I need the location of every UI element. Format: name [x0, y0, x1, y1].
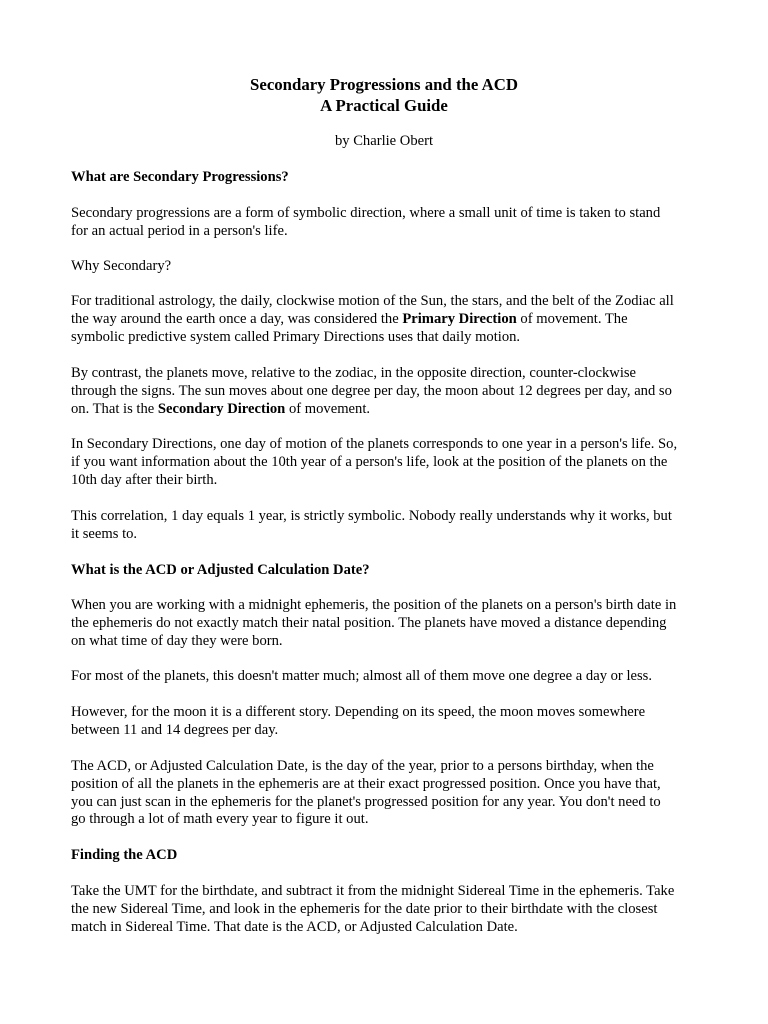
text-line: the new Sidereal Time, and look in the ephemeris for the date prior to their birthdate with the closest — [71, 900, 658, 917]
text-line: through the signs. The sun moves about one degree per day, the moon about 12 degrees per day, and so — [71, 382, 672, 399]
text-line: match in Sidereal Time. That date is the ACD, or Adjusted Calculation Date. — [71, 918, 518, 935]
paragraph-acd-definition — [71, 758, 699, 829]
document-title-line-1: Secondary Progressions and the ACD — [250, 75, 518, 94]
paragraph-finding-acd — [71, 883, 699, 936]
text-line: position of all the planets in the ephemeris are at their exact progressed position. Once you have that, — [71, 775, 661, 792]
paragraph-definition — [71, 205, 699, 241]
text-line: Secondary progressions are a form of symbolic direction, where a small unit of time is taken to stand — [71, 205, 661, 221]
text-line: the ephemeris do not exactly match their natal position. The planets have moved a distance depending — [71, 614, 667, 631]
text-line: go through a lot of math every year to figure it out. — [71, 811, 369, 828]
text-line: symbolic predictive system called Primary Directions uses that daily motion. — [71, 328, 521, 345]
text-run: of movement. — [285, 400, 371, 417]
text-line: However, for the moon it is a different story. Depending on its speed, the moon moves somewhere — [71, 704, 646, 720]
text-run: on. That is the — [71, 400, 158, 417]
text-line: The ACD, or Adjusted Calculation Date, is the day of the year, prior to a persons birthday, when the — [71, 758, 654, 774]
paragraph-why-secondary: Why Secondary? — [71, 258, 172, 274]
text-line: on what time of day they were born. — [71, 632, 283, 649]
text-run: of movement. The — [516, 310, 628, 327]
paragraph-correlation — [71, 508, 699, 544]
section-heading-finding-acd: Finding the ACD — [71, 847, 178, 863]
text-line: if you want information about the 10th year of a person's life, look at the position of the planets on the — [71, 453, 668, 470]
text-line: between 11 and 14 degrees per day. — [71, 721, 279, 738]
text-line: you can just scan in the ephemeris for the planet's progressed position for any year. You don't need to — [71, 793, 661, 810]
text-line: for an actual period in a person's life. — [71, 222, 288, 239]
text-line: By contrast, the planets move, relative to the zodiac, in the opposite direction, counter-clockwise — [71, 365, 637, 381]
paragraph-moon-speed — [71, 704, 699, 740]
paragraph-primary-direction — [71, 293, 699, 346]
text-line: This correlation, 1 day equals 1 year, is strictly symbolic. Nobody really understands why it works, but — [71, 508, 672, 524]
text-line: For traditional astrology, the daily, clockwise motion of the Sun, the stars, and the belt of the Zodiac all — [71, 293, 674, 309]
paragraph-day-equals-year — [71, 436, 699, 489]
paragraph-most-planets: For most of the planets, this doesn't matter much; almost all of them move one degree a day or less. — [71, 668, 652, 684]
document-title-line-2: A Practical Guide — [320, 96, 448, 115]
section-heading-acd: What is the ACD or Adjusted Calculation Date? — [71, 562, 370, 578]
paragraph-secondary-direction — [71, 365, 699, 418]
author-byline: by Charlie Obert — [334, 133, 434, 149]
bold-term-primary-direction: Primary Direction — [402, 310, 517, 327]
text-line: When you are working with a midnight ephemeris, the position of the planets on a person's birth date in — [71, 597, 677, 613]
text-line: it seems to. — [71, 525, 138, 542]
text-line — [71, 311, 699, 329]
paragraph-midnight-ephemeris — [71, 597, 699, 650]
bold-term-secondary-direction: Secondary Direction — [157, 400, 286, 417]
text-line: 10th day after their birth. — [71, 471, 218, 488]
text-line: In Secondary Directions, one day of motion of the planets corresponds to one year in a person's life. So, — [71, 436, 678, 452]
text-line: Take the UMT for the birthdate, and subtract it from the midnight Sidereal Time in the ephemeris. Take — [71, 883, 675, 899]
text-line — [71, 401, 699, 419]
text-run: the way around the earth once a day, was considered the — [71, 310, 403, 327]
section-heading-secondary-progressions: What are Secondary Progressions? — [71, 169, 289, 185]
